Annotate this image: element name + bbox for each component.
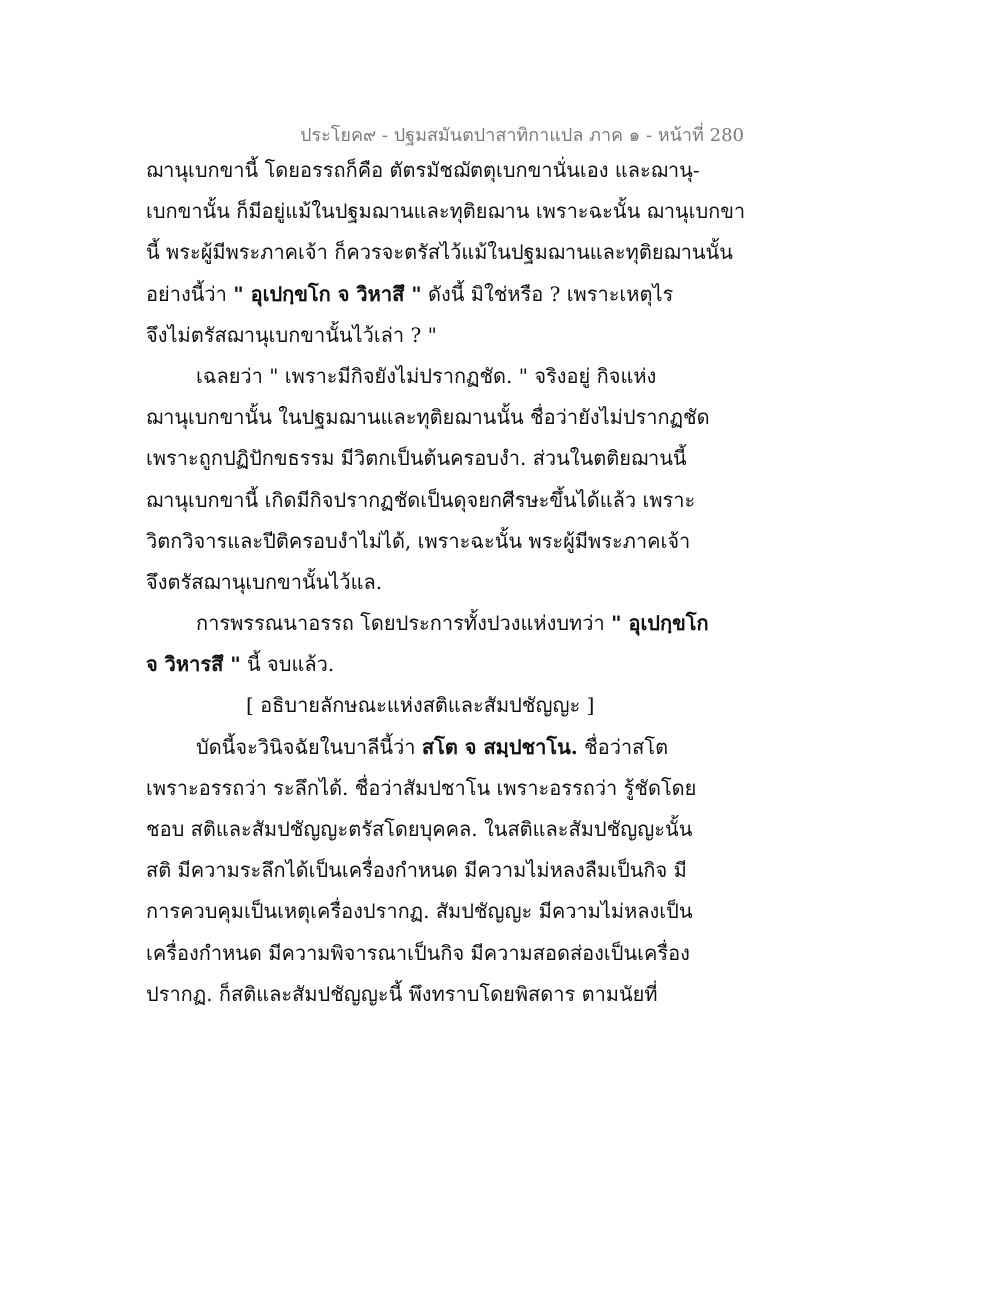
text-run: ดังนี้ มิใช่หรือ ? เพราะเหตุไร [421, 281, 674, 306]
text-run: อย่างนี้ว่า [146, 281, 234, 306]
body-text [146, 150, 746, 1015]
text-line: ชอบ สติและสัมปชัญญะตรัสโดยบุคคล. ในสติและสัมปชัญญะนั้น [146, 817, 693, 841]
text-line [146, 603, 709, 644]
text-run: ชื่อว่าสโต [577, 734, 669, 759]
text-line: ฌานุเบกขานี้ เกิดมีกิจปรากฏชัดเป็นดุจยกศีรษะขึ้นได้แล้ว เพราะ [146, 487, 696, 512]
text-line: วิตกวิจารและปีติครอบงำไม่ได้, เพราะฉะนั้น พระผู้มีพระภาคเจ้า [146, 528, 691, 553]
text-line [146, 727, 706, 768]
pali-quote: " อุเปกฺขโก จ วิหาสึ " [233, 281, 422, 306]
text-run: นี้ จบแล้ว. [240, 652, 335, 677]
text-line: สติ มีความระลึกได้เป็นเครื่องกำหนด มีความไม่หลงลืมเป็นกิจ มี [146, 858, 687, 883]
section-heading: [ อธิบายลักษณะแห่งสติและสัมปชัญญะ ] [246, 693, 595, 718]
text-line: ฌานุเบกขานี้ โดยอรรถก็คือ ตัตรมัชฌัตตุเบกขานั่นเอง และฌานุ- [146, 158, 700, 182]
text-line: นี้ พระผู้มีพระภาคเจ้า ก็ควรจะตรัสไว้แม้ในปฐมฌานและทุติยฌานนั้น [146, 240, 733, 265]
text-run: บัดนี้จะวินิจฉัยในบาลีนี้ว่า [196, 734, 422, 759]
text-line: เพราะอรรถว่า ระลึกได้. ชื่อว่าสัมปชาโน เพราะอรรถว่า รู้ชัดโดย [146, 775, 697, 800]
pali-term: สโต จ สมฺปชาโน. [421, 734, 578, 759]
pali-quote: จ วิหารสึ " [146, 652, 241, 677]
text-line: ฌานุเบกขานั้น ในปฐมฌานและทุติยฌานนั้น ชื่อว่ายังไม่ปรากฏชัด [146, 405, 710, 430]
text-line: จึงไม่ตรัสฌานุเบกขานั้นไว้เล่า ? " [146, 322, 437, 347]
text-line: เพราะถูกปฏิปักขธรรม มีวิตกเป็นต้นครอบงำ. ส่วนในตติยฌานนี้ [146, 446, 687, 471]
text-line: ปรากฏ. ก็สติและสัมปชัญญะนี้ พึงทราบโดยพิสดาร ตามนัยที่ [146, 981, 658, 1006]
text-line: เครื่องกำหนด มีความพิจารณาเป็นกิจ มีความสอดส่องเป็นเครื่อง [146, 940, 690, 965]
pali-quote: " อุเปกฺขโก [611, 611, 709, 636]
text-line [146, 274, 706, 315]
text-line: เฉลยว่า " เพราะมีกิจยังไม่ปรากฏชัด. " จริงอยู่ กิจแห่ง [196, 363, 657, 388]
running-header: ประโยค๙ - ปฐมสมันตปาสาทิกาแปล ภาค ๑ - หน้าที่ 280 [300, 125, 744, 146]
text-run: การพรรณนาอรรถ โดยประการทั้งปวงแห่งบทว่า [196, 611, 612, 636]
text-line [146, 644, 706, 685]
text-line: เบกขานั้น ก็มีอยู่แม้ในปฐมฌานและทุติยฌาน เพราะฉะนั้น ฌานุเบกขา [146, 199, 746, 224]
text-line: จึงตรัสฌานุเบกขานั้นไว้แล. [146, 569, 383, 594]
text-line: การควบคุมเป็นเหตุเครื่องปรากฏ. สัมปชัญญะ มีความไม่หลงเป็น [146, 899, 693, 924]
